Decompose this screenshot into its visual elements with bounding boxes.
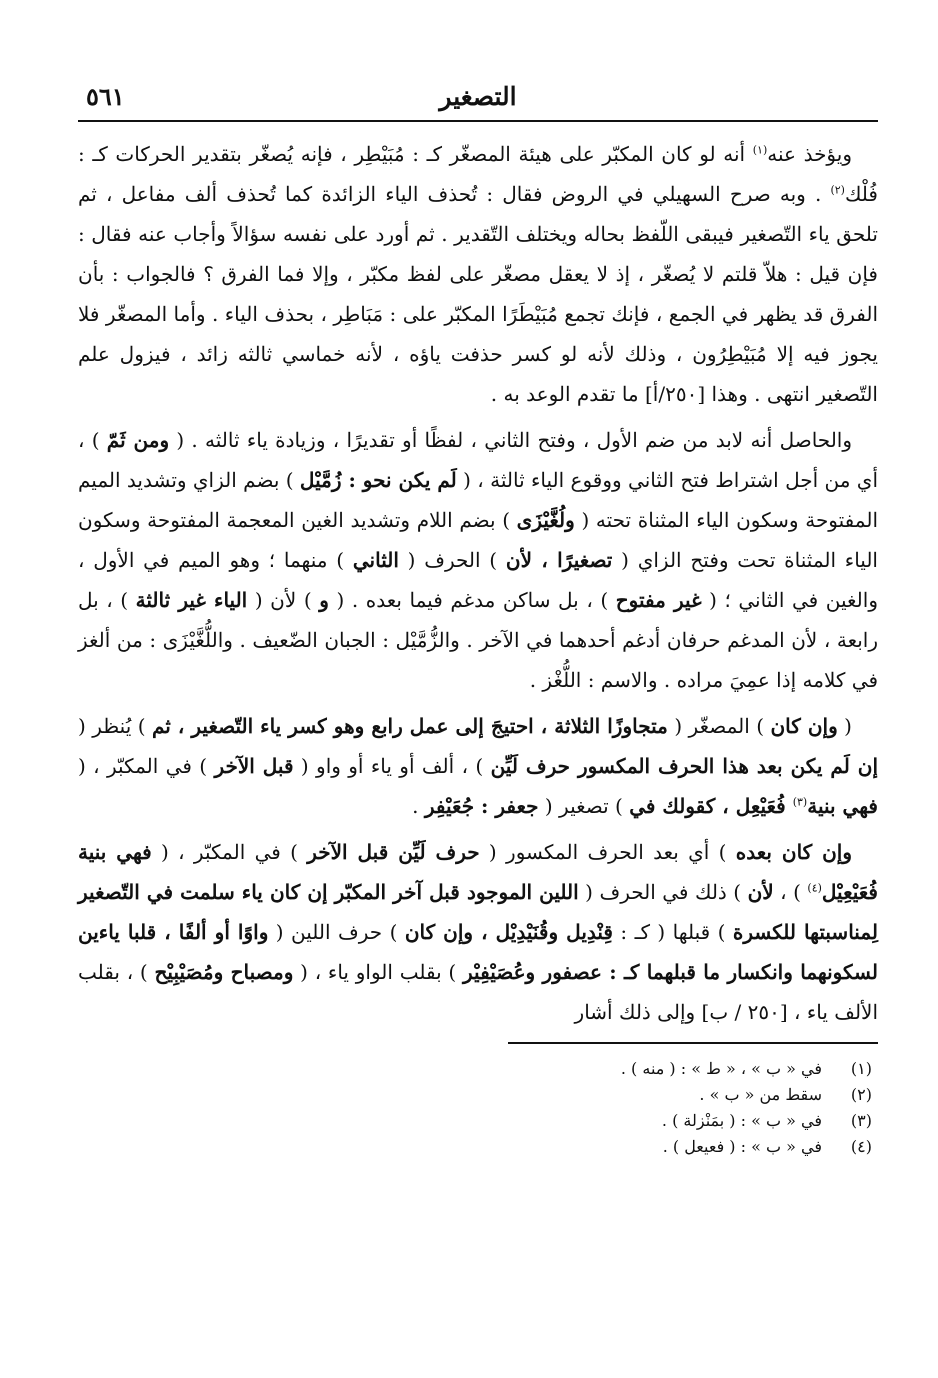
footnote-ref: (٢) [830, 183, 845, 197]
page-number: ٥٦١ [86, 82, 125, 111]
text-run: ) الحرف ( [398, 548, 506, 572]
bold-text-run: فهي بنية فُعَيْعِيْل [78, 840, 878, 904]
text-run: ويؤخذ عنه [767, 142, 852, 166]
bold-text-run: واوًا أو ألفًا ، قلبا ياءين لسكونهما وانكسار ما قبلهما كـ : عصفور وعُصَيْفِيْر [78, 920, 878, 984]
bold-text-run: الثاني [352, 548, 399, 572]
text-run: ) بضم الزاي وتشديد الميم المفتوحة وسكون الياء المثناة تحته ( [78, 468, 879, 532]
text-run: ) ، بل ساكن مدغم فيما بعده . ( [328, 588, 616, 612]
text-run: ) ، ألف أو ياء أو واو ( [293, 754, 491, 778]
paragraph-3 [78, 706, 878, 826]
text-run: ) ، [773, 880, 808, 904]
footnote-divider [508, 1042, 878, 1044]
footnote-number: (٤) [850, 1137, 872, 1156]
main-text [78, 134, 878, 1032]
bold-text-run: لَم يكن نحو : زُمَّيْل [299, 468, 457, 492]
bold-text-run: حرف لَيِّن قبل الآخر [307, 840, 480, 864]
text-run: ) أي بعد الحرف المكسور ( [479, 840, 736, 864]
bold-text-run: و [319, 588, 329, 612]
text-run: ) بقلب الواو ياء ، ( [293, 960, 464, 984]
text-run: . وبه صرح السهيلي في الروض فقال : تُحذف الياء الزائدة كما تُحذف ألف مفاعل ، ثم تلحق ياء التّصغير فيبقى اللّفظ بحاله ويختلف التّقدير . ثم أورد على نفسه سؤالاً وأجاب عنه فقال : فإن قيل : هلاّ قلتم لا يُصغّر ، إذ لا يعقل مصغّر على لفظ مكبّر ، وإلا فما الفرق ؟ فالجواب : بأن الفرق قد يظهر في الجمع ، فإنك تجمع مُبَيْطَرًا المكبّر على : مَبَاطِر ، بحذف الياء . وأما المصغّر فلا يجوز فيه إلا مُبَيْطِرُون ، وذلك لأنه لو كسر حذفت ياؤه ، لأنه خماسي ثالثه زائد ، فيزول علم التّصغير انتهى . وهذا [٢٥٠/أ] ما تقدم الوعد به . [78, 182, 878, 406]
text-run: ) بضم اللام وتشديد الغين المعجمة المفتوحة وسكون الياء المثناة تحت وفتح الزاي ( [78, 508, 878, 572]
footnote-text: في « ب » : ( فعيعل ) . [662, 1137, 822, 1156]
footnote-number: (٢) [850, 1085, 872, 1104]
bold-text-run: فهي بنية [807, 794, 878, 818]
text-run: ) حرف اللين ( [268, 920, 405, 944]
footnotes [78, 1056, 878, 1160]
text-run: ) تصغير ( [538, 794, 630, 818]
footnote-ref: (٣) [792, 795, 808, 809]
bold-text-run: ومصباح ومُصَيْبِيْح [154, 960, 294, 984]
text-run: أنه لو كان المكبّر على هيئة المصغّر كـ : مُبَيْطِر ، فإنه يُصغّر بتقدير الحركات كـ : فُلْك [78, 142, 878, 206]
footnote-ref: (٤) [807, 881, 822, 895]
text-run: ) ذلك في الحرف ( [578, 880, 748, 904]
text-run: ) في المكبّر ، ( [151, 840, 308, 864]
footnote-text: في « ب » : ( بمَنْزلة ) . [661, 1111, 822, 1130]
footnote-text: في « ب » ، « ط » : ( منه ) . [620, 1059, 822, 1078]
text-run: ) المصغّر ( [667, 714, 771, 738]
paragraph-1 [78, 134, 878, 414]
bold-text-run: غير مفتوح [615, 588, 702, 612]
text-run: ) يُنظر ( [78, 714, 152, 738]
running-title: التصغير [439, 82, 517, 111]
bold-text-run: فُعَيْعِل ، كقولك في [629, 794, 793, 818]
text-run: . [412, 794, 425, 818]
footnote-text: سقط من « ب » . [699, 1085, 822, 1104]
bold-text-run: ومن ثَمّ [106, 428, 170, 452]
text-run: ) لأن ( [247, 588, 320, 612]
bold-text-run: ولُغَّيْزَى [516, 508, 575, 532]
bold-text-run: اللين الموجود قبل آخر المكبّر إن كان ياء سلمت في التّصغير لِمناسبتها للكسرة [78, 880, 878, 944]
text-run: ) قبلها ( كـ : [612, 920, 733, 944]
bold-text-run: جعفر : جُعَيْفِر [424, 794, 539, 818]
bold-text-run: تصغيرًا ، لأن [505, 548, 613, 572]
footnote-number: (٣) [850, 1111, 872, 1130]
bold-text-run: وإن كان بعده [735, 840, 853, 864]
bold-text-run: وإن كان [770, 714, 838, 738]
text-run: ) ، أي من أجل اشتراط فتح الثاني ووقوع الياء ثالثة ، ( [78, 428, 879, 492]
footnote-item [78, 1108, 878, 1134]
text-run: ) ، بقلب الألف ياء ، [٢٥٠ / ب] وإلى ذلك أشار [78, 960, 878, 1024]
text-run: والحاصل أنه لابد من ضم الأول ، وفتح الثاني ، لفظًا أو تقديرًا ، وزيادة ياء ثالثه . ( [169, 428, 853, 452]
footnote-item [78, 1082, 878, 1108]
footnote-item [78, 1134, 878, 1160]
text-run: ) ، بل رابعة ، لأن المدغم حرفان أدغم أحدهما في الآخر . والزُّمَّيْل : الجبان الضّعيف . واللُّغَّيْزَى : من ألغز في كلامه إذا عمِيَ مراده . والاسم : اللُّغْز . [78, 588, 879, 692]
footnote-number: (١) [850, 1059, 872, 1078]
text-run: ) في المكبّر ، ( [78, 754, 215, 778]
paragraph-2 [78, 420, 878, 700]
text-run: ) منهما ؛ وهو الميم في الأول ، والغين في الثاني ؛ ( [78, 548, 878, 612]
footnote-item [78, 1056, 878, 1082]
footnote-ref: (١) [752, 143, 768, 157]
bold-text-run: متجاوزًا الثلاثة ، احتيجَ إلى عمل رابع وهو كسر ياء التّصغير ، ثم [151, 714, 668, 738]
bold-text-run: إن لَم يكن بعد هذا الحرف المكسور حرف لَيِّن [490, 754, 879, 778]
text-run: ( [837, 714, 852, 738]
book-page [78, 78, 878, 1358]
bold-text-run: لأن [747, 880, 774, 904]
bold-text-run: قِنْدِيل وقُنَيْدِيْل ، وإن كان [404, 920, 613, 944]
bold-text-run: قبل الآخر [214, 754, 294, 778]
page-header [78, 78, 878, 122]
paragraph-4 [78, 832, 878, 1032]
bold-text-run: الياء غير ثالثة [135, 588, 248, 612]
